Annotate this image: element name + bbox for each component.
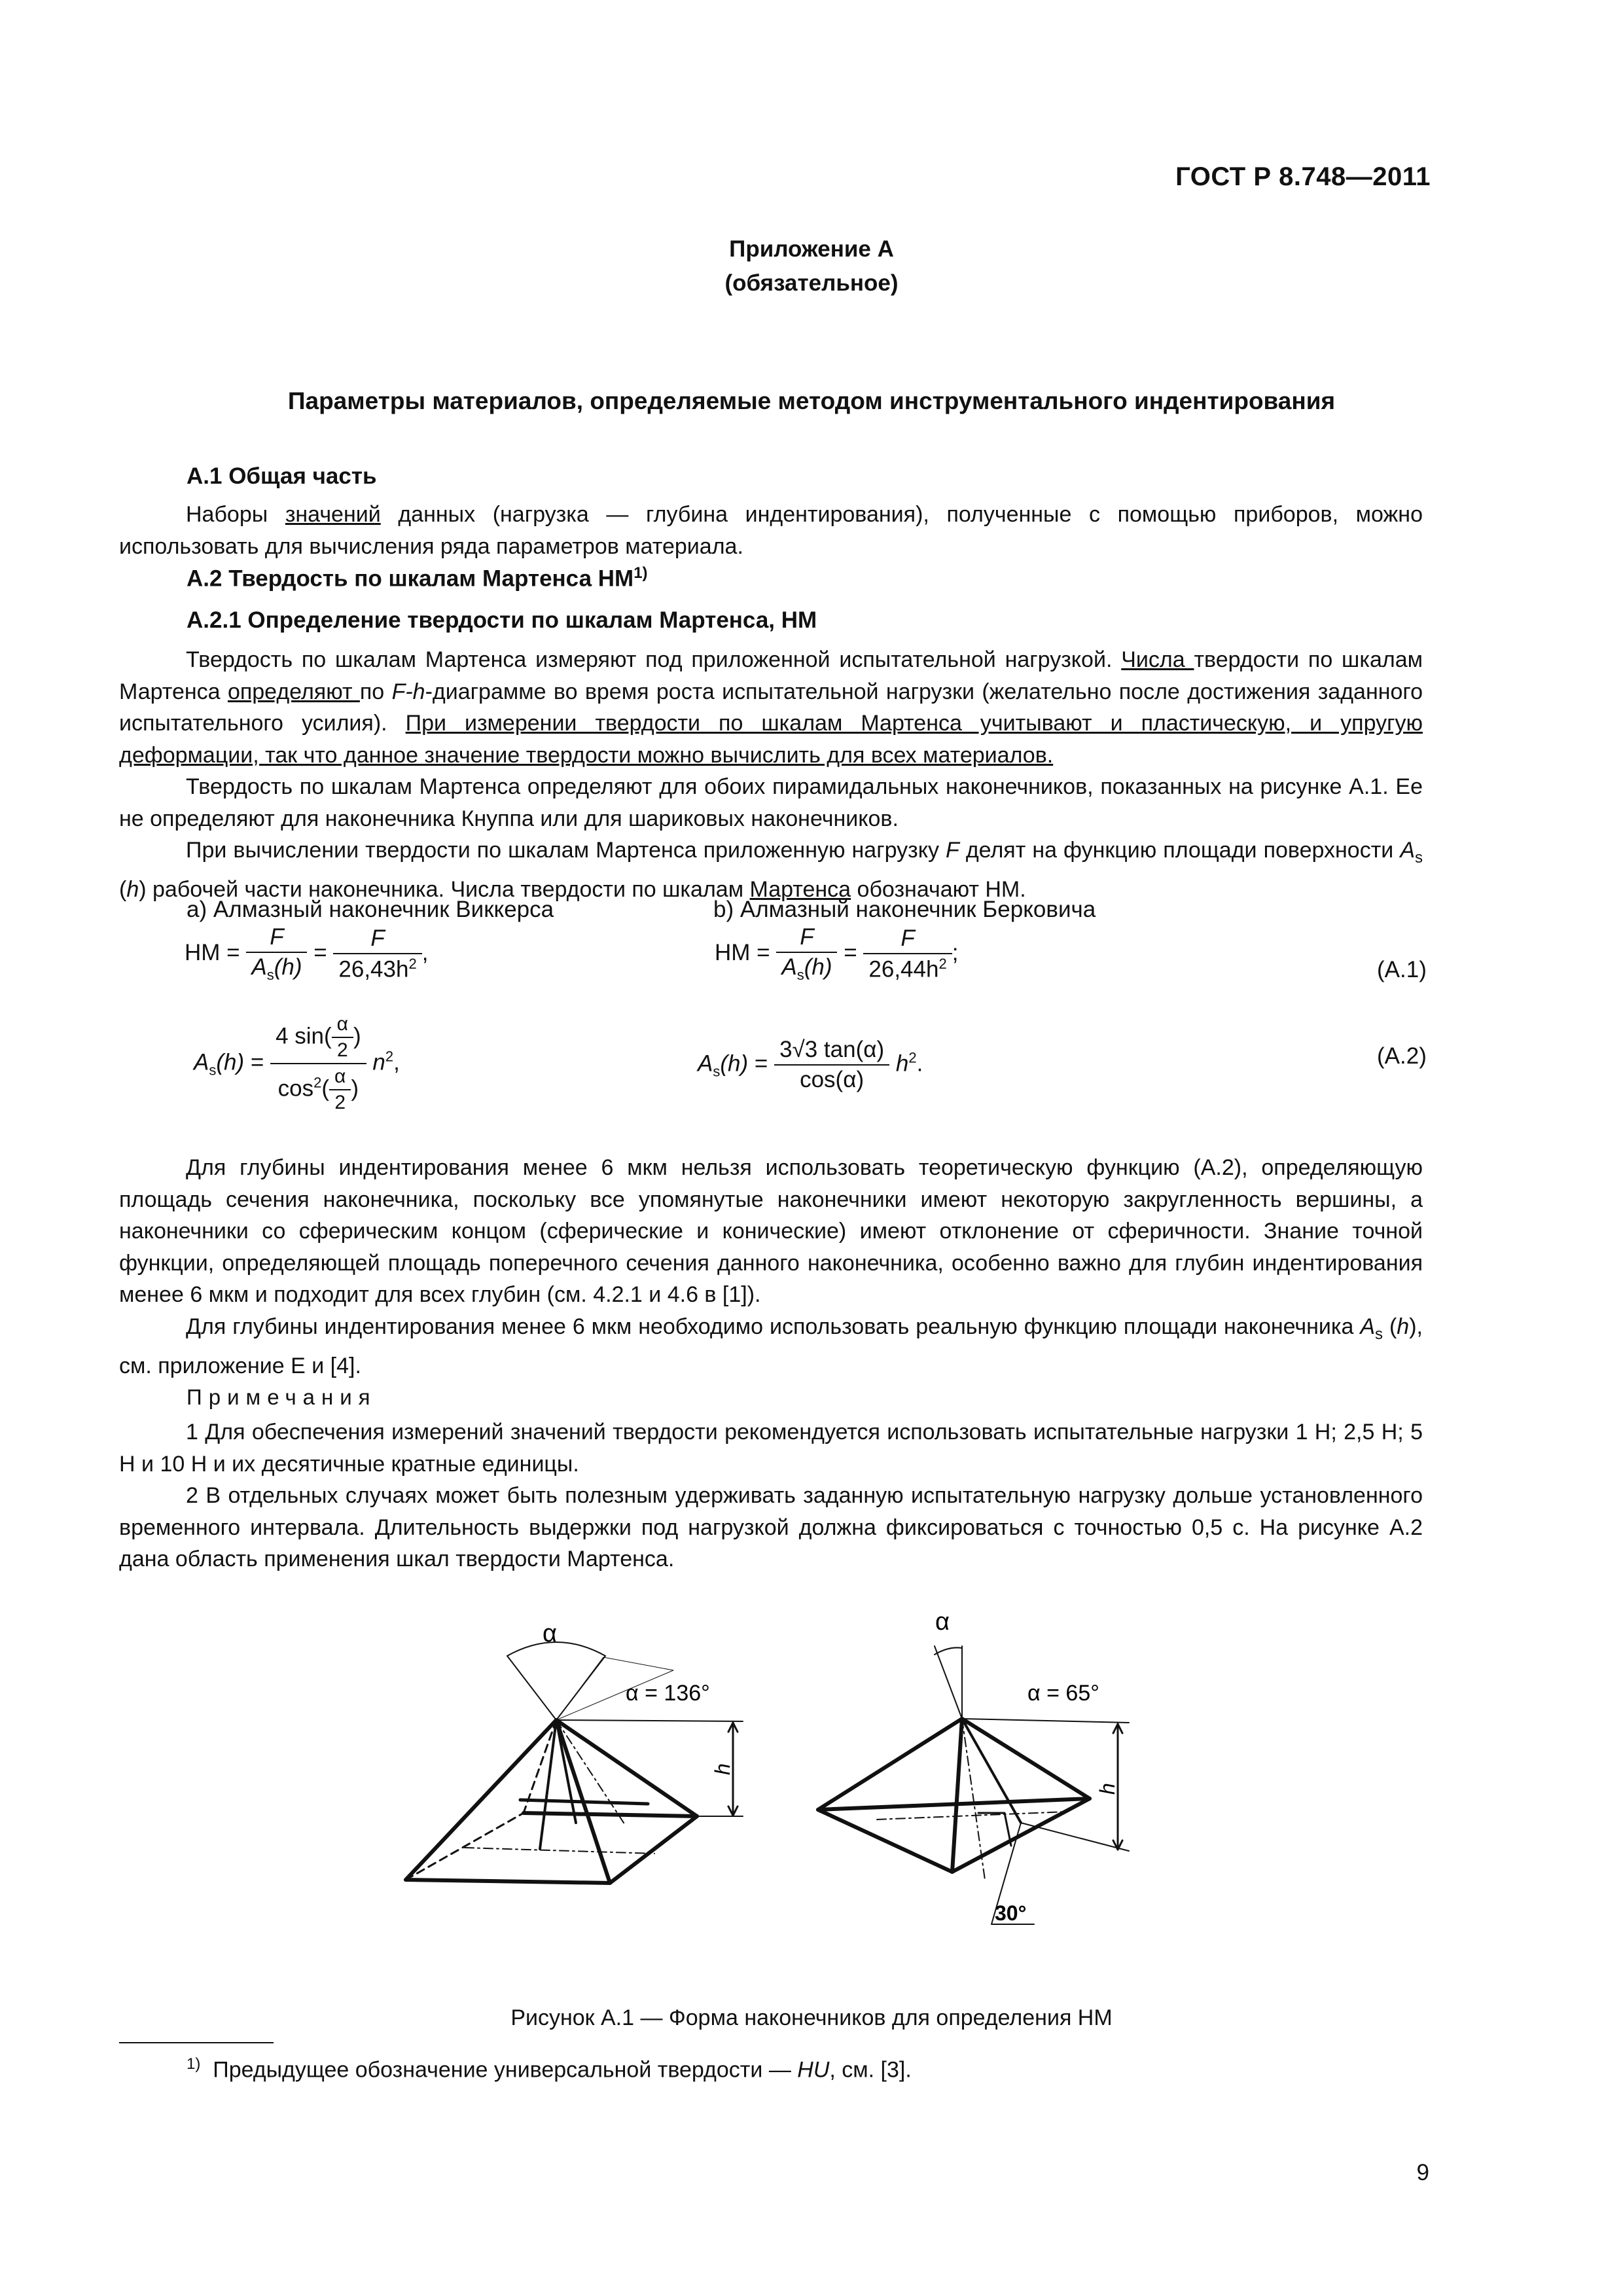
note-item: 1 Для обеспечения измерений значений твердости рекомендуется использовать испытательные нагрузки 1 Н; 2,5 Н; 5 Н и 10 Н и их десятичные кратные единицы. — [119, 1420, 1423, 1477]
note-item: 2 В отдельных случаях может быть полезным удерживать заданную испытательную нагрузку дольше установленного временного интервала. Длительность выдержки под нагрузкой должна фиксироваться с точностью 0,5 с. На рисунке А.2 дана область применения шкал твердости Мартенса. — [119, 1483, 1423, 1571]
formula-hm-vickers: HM = $\frac{F}{A_s(h)}$ = $\frac{F}{26,43h^2}$ , — [185, 924, 429, 983]
right-h-label: h — [1096, 1783, 1119, 1795]
figure-caption: Рисунок А.1 — Форма наконечников для определения НМ — [510, 2005, 1113, 2030]
notes-text — [119, 1416, 1423, 1575]
right-30-label: 30° — [995, 1901, 1027, 1925]
formula-hm-berkovich: HM = $\frac{F}{A_s(h)}$ = $\frac{F}{26,44h^2}$ ; — [715, 924, 959, 983]
appendix-title: Приложение А — [729, 236, 894, 262]
appendix-status: (обязательное) — [724, 270, 899, 296]
equation-number-a1: (А.1) — [1377, 957, 1427, 982]
appendix-heading — [0, 232, 1623, 300]
body-text-2 — [119, 1152, 1423, 1382]
vickers-label: a) Алмазный наконечник Виккерса — [187, 897, 554, 922]
paragraph: Твердость по шкалам Мартенса определяют для обоих пирамидальных наконечников, показанных на рисунке А.1. Ее не определяют для наконечника Кнуппа или для шариковых наконечников. — [119, 774, 1423, 831]
page-number: 9 — [1416, 2160, 1429, 2185]
section-a1-text: Наборы значений данных (нагрузка — глубина индентирования), полученные с помощью приборов, можно использовать для вычисления ряда параметров материала. — [119, 502, 1423, 559]
page-title: Параметры материалов, определяемые методом инструментального индентирования — [287, 387, 1336, 414]
right-alpha-label: α — [935, 1608, 950, 1636]
left-angle-label: α = 136° — [626, 1681, 710, 1706]
left-alpha-label: α — [543, 1620, 557, 1647]
section-a1-heading: А.1 Общая часть — [187, 463, 377, 489]
paragraph: Твердость по шкалам Мартенса измеряют под приложенной испытательной нагрузкой. Числа твердости по шкалам Мартенса определяют по F-h-диаграмме во время роста испытательной нагрузки (желательно после достижения заданного испытательного усилия). При измерении твердости по шкалам Мартенса учитывают и пластическую, и упругую деформации, так что данное значение твердости можно вычислить для всех материалов. — [119, 647, 1423, 768]
vickers-pyramid-drawing — [406, 1642, 743, 1883]
indenter-figure — [366, 1597, 1191, 1990]
document-id: ГОСТ Р 8.748—2011 — [1175, 162, 1431, 191]
notes-heading: Примечания — [187, 1385, 377, 1409]
left-h-label: h — [711, 1763, 734, 1775]
paragraph: При вычислении твердости по шкалам Мартенса приложенную нагрузку F делят на функцию площади поверхности $A_s$ (h) рабочей части наконечника. Числа твердости по шкалам Мартенса обозначают НМ. — [119, 838, 1423, 903]
formula-area-berkovich: $A_s(h)$ = $\frac{3√3 \tan(\alpha)}{\cos(\alpha)}$ $h^2$. — [698, 1037, 923, 1092]
berkovich-label: b) Алмазный наконечник Берковича — [713, 897, 1096, 922]
section-a21-heading: А.2.1 Определение твердости по шкалам Мартенса, НМ — [187, 607, 817, 633]
paragraph: Для глубины индентирования менее 6 мкм необходимо использовать реальную функцию площади наконечника $A_s$ (h), см. приложение Е и [4]. — [119, 1314, 1423, 1378]
section-a2-heading: А.2 Твердость по шкалам Мартенса НМ$^{1)}$ — [187, 564, 648, 592]
equation-number-a2: (А.2) — [1377, 1043, 1427, 1069]
right-angle-label: α = 65° — [1027, 1681, 1099, 1706]
section-a21-text — [119, 644, 1423, 906]
paragraph: Для глубины индентирования менее 6 мкм нельзя использовать теоретическую функцию (А.2), определяющую площадь сечения наконечника, поскольку все упомянутые наконечники имеют некоторую закругленность вершины, а наконечники со сферическим концом (сферические и конические) имеют отклонение от сферичности. Знание точной функции, определяющей площадь поперечного сечения данного наконечника, особенно важно для глубин индентирования менее 6 мкм и подходит для всех глубин (см. 4.2.1 и 4.6 в [1]). — [119, 1155, 1423, 1307]
formula-area-vickers: $A_s(h)$ = 4 sin( $\frac{\alpha}{2}$ ) $\cos^2$( $\frac{\alpha}{2}$ ) $n^2$, — [194, 1013, 400, 1113]
footnote: $^{1)}$ Предыдущее обозначение универсальной твердости — HU, см. [3]. — [187, 2055, 912, 2083]
footnote-divider — [119, 2042, 274, 2043]
